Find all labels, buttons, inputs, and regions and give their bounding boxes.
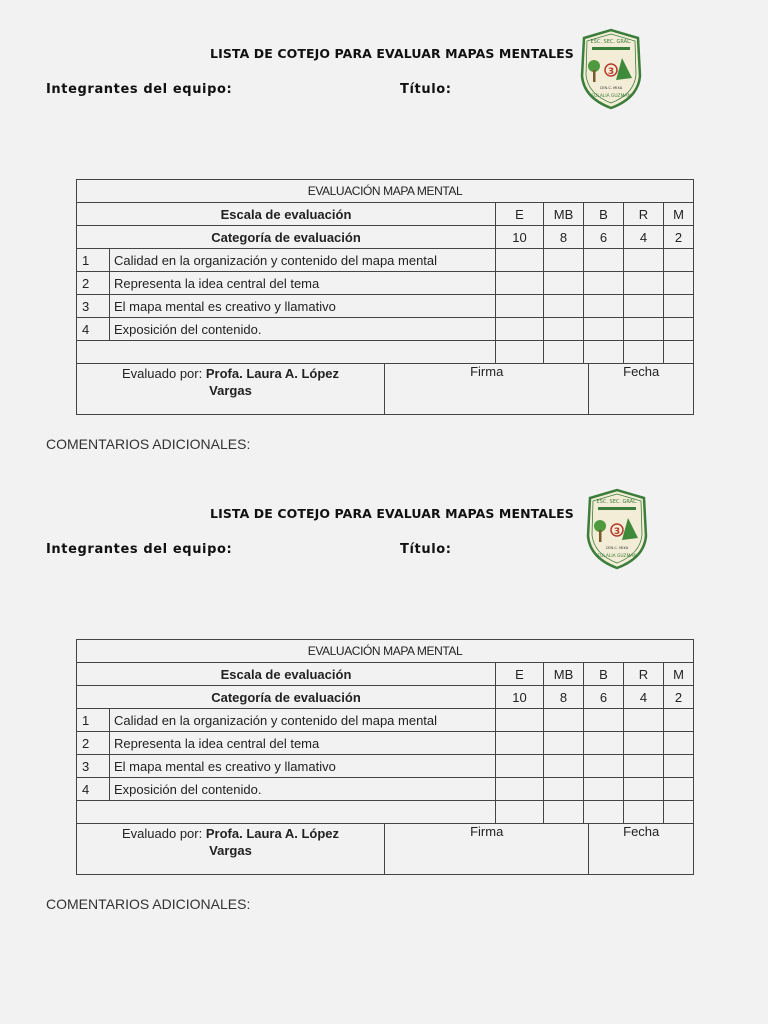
seal-bottom-text: EULALIA GUZMAN	[597, 554, 637, 559]
criterion-number: 3	[77, 295, 110, 318]
score-cell-mb[interactable]	[544, 249, 584, 272]
criterion-text: Calidad en la organización y contenido del mapa mental	[110, 709, 496, 732]
score-cell-e[interactable]	[496, 318, 544, 341]
total-cell[interactable]	[544, 341, 584, 364]
score-cell-mb[interactable]	[544, 272, 584, 295]
criterion-row	[77, 755, 694, 778]
scale-value: M	[664, 203, 694, 226]
criterion-text: Representa la idea central del tema	[110, 732, 496, 755]
scale-value: M	[664, 663, 694, 686]
score-cell-b[interactable]	[584, 709, 624, 732]
score-cell-m[interactable]	[664, 778, 694, 801]
score-cell-r[interactable]	[624, 272, 664, 295]
score-cell-b[interactable]	[584, 778, 624, 801]
evaluator-name: Profa. Laura A. López	[205, 826, 340, 841]
total-cell[interactable]	[496, 801, 544, 824]
category-value: 6	[584, 686, 624, 709]
criterion-text: El mapa mental es creativo y llamativo	[110, 295, 496, 318]
category-value: 2	[664, 226, 694, 249]
category-value: 6	[584, 226, 624, 249]
criterion-row	[77, 709, 694, 732]
criterion-text: Representa la idea central del tema	[110, 272, 496, 295]
evaluator-last-name: Vargas	[209, 383, 252, 398]
evaluated-by-cell	[77, 364, 385, 414]
score-cell-b[interactable]	[584, 732, 624, 755]
score-cell-b[interactable]	[584, 272, 624, 295]
scale-value: E	[496, 663, 544, 686]
score-cell-e[interactable]	[496, 249, 544, 272]
scale-value: E	[496, 203, 544, 226]
firma-label: Firma	[470, 364, 504, 379]
score-cell-r[interactable]	[624, 732, 664, 755]
evaluator-last-name: Vargas	[209, 843, 252, 858]
score-cell-m[interactable]	[664, 709, 694, 732]
fecha-label: Fecha	[623, 824, 660, 839]
scale-value: R	[624, 663, 664, 686]
criterion-number: 2	[77, 732, 110, 755]
category-value: 8	[544, 686, 584, 709]
evaluator-name: Profa. Laura A. López	[205, 366, 340, 381]
score-cell-m[interactable]	[664, 249, 694, 272]
total-cell[interactable]	[624, 801, 664, 824]
criterion-text: Exposición del contenido.	[110, 778, 496, 801]
total-row	[77, 801, 694, 824]
criterion-number: 2	[77, 272, 110, 295]
score-cell-r[interactable]	[624, 778, 664, 801]
score-cell-e[interactable]	[496, 295, 544, 318]
seal-sub-text: CEN.C. MIXA	[605, 546, 629, 550]
table-caption: EVALUACIÓN MAPA MENTAL	[77, 180, 694, 203]
criterion-number: 4	[77, 778, 110, 801]
score-cell-m[interactable]	[664, 318, 694, 341]
score-cell-mb[interactable]	[544, 709, 584, 732]
seal-number: 3	[607, 67, 615, 77]
total-row	[77, 341, 694, 364]
scale-value: R	[624, 203, 664, 226]
category-value: 8	[544, 226, 584, 249]
school-seal-logo	[584, 488, 650, 570]
criterion-row	[77, 778, 694, 801]
total-cell[interactable]	[664, 341, 694, 364]
score-cell-m[interactable]	[664, 272, 694, 295]
score-cell-mb[interactable]	[544, 778, 584, 801]
score-cell-e[interactable]	[496, 755, 544, 778]
criterion-row	[77, 272, 694, 295]
score-cell-mb[interactable]	[544, 732, 584, 755]
total-cell[interactable]	[496, 341, 544, 364]
score-cell-mb[interactable]	[544, 295, 584, 318]
category-row	[77, 686, 694, 709]
category-value: 2	[664, 686, 694, 709]
criterion-text: Exposición del contenido.	[110, 318, 496, 341]
criterion-number: 3	[77, 755, 110, 778]
evaluation-table	[76, 179, 694, 415]
criterion-text: El mapa mental es creativo y llamativo	[110, 755, 496, 778]
criterion-number: 1	[77, 249, 110, 272]
score-cell-m[interactable]	[664, 732, 694, 755]
score-cell-m[interactable]	[664, 295, 694, 318]
total-cell[interactable]	[544, 801, 584, 824]
score-cell-e[interactable]	[496, 709, 544, 732]
category-label: Categoría de evaluación	[77, 226, 496, 249]
evaluation-table	[76, 639, 694, 875]
fecha-label: Fecha	[623, 364, 660, 379]
date-field[interactable]	[589, 824, 693, 874]
signature-field[interactable]	[385, 364, 589, 414]
total-cell[interactable]	[584, 801, 624, 824]
criterion-text: Calidad en la organización y contenido del mapa mental	[110, 249, 496, 272]
category-row	[77, 226, 694, 249]
document-title: LISTA DE COTEJO PARA EVALUAR MAPAS MENTALES	[210, 506, 574, 521]
scale-label: Escala de evaluación	[77, 663, 496, 686]
total-label-cell	[77, 801, 496, 824]
firma-label: Firma	[470, 824, 504, 839]
document-title: LISTA DE COTEJO PARA EVALUAR MAPAS MENTALES	[210, 46, 574, 61]
score-cell-r[interactable]	[624, 709, 664, 732]
criterion-row	[77, 732, 694, 755]
score-cell-e[interactable]	[496, 778, 544, 801]
criterion-row	[77, 295, 694, 318]
score-cell-r[interactable]	[624, 318, 664, 341]
total-label-cell	[77, 341, 496, 364]
scale-value: B	[584, 203, 624, 226]
category-value: 4	[624, 226, 664, 249]
score-cell-e[interactable]	[496, 272, 544, 295]
team-members-label: Integrantes del equipo:	[46, 82, 233, 97]
score-cell-mb[interactable]	[544, 755, 584, 778]
title-label: Título:	[400, 82, 452, 97]
score-cell-b[interactable]	[584, 318, 624, 341]
score-cell-e[interactable]	[496, 732, 544, 755]
category-value: 10	[496, 686, 544, 709]
signature-row	[77, 364, 694, 415]
score-cell-b[interactable]	[584, 249, 624, 272]
category-value: 4	[624, 686, 664, 709]
score-cell-r[interactable]	[624, 295, 664, 318]
comments-label: COMENTARIOS ADICIONALES:	[46, 896, 251, 912]
criterion-row	[77, 318, 694, 341]
score-cell-m[interactable]	[664, 755, 694, 778]
total-cell[interactable]	[624, 341, 664, 364]
signature-row	[77, 824, 694, 875]
scale-row	[77, 203, 694, 226]
evaluated-by-prefix: Evaluado por:	[122, 366, 203, 381]
scale-label: Escala de evaluación	[77, 203, 496, 226]
school-seal-logo	[578, 28, 644, 110]
seal-top-text: ESC. SEC. GRAL.	[596, 499, 638, 505]
team-members-label: Integrantes del equipo:	[46, 542, 233, 557]
category-value: 10	[496, 226, 544, 249]
score-cell-b[interactable]	[584, 755, 624, 778]
signature-field[interactable]	[385, 824, 589, 874]
evaluated-by-prefix: Evaluado por:	[122, 826, 203, 841]
checklist-form-1	[0, 0, 768, 460]
seal-top-text: ESC. SEC. GRAL.	[590, 39, 632, 45]
criterion-row	[77, 249, 694, 272]
title-label: Título:	[400, 542, 452, 557]
total-cell[interactable]	[664, 801, 694, 824]
score-cell-r[interactable]	[624, 249, 664, 272]
score-cell-r[interactable]	[624, 755, 664, 778]
category-label: Categoría de evaluación	[77, 686, 496, 709]
total-cell[interactable]	[584, 341, 624, 364]
score-cell-b[interactable]	[584, 295, 624, 318]
seal-number: 3	[613, 527, 621, 537]
date-field[interactable]	[589, 364, 693, 414]
comments-label: COMENTARIOS ADICIONALES:	[46, 436, 251, 452]
table-caption: EVALUACIÓN MAPA MENTAL	[77, 640, 694, 663]
seal-bottom-text: EULALIA GUZMAN	[591, 94, 631, 99]
criterion-number: 1	[77, 709, 110, 732]
score-cell-mb[interactable]	[544, 318, 584, 341]
seal-sub-text: CEN.C. MIXA	[599, 86, 623, 90]
scale-value: MB	[544, 203, 584, 226]
criterion-number: 4	[77, 318, 110, 341]
evaluated-by-cell	[77, 824, 385, 874]
checklist-form-2	[0, 460, 768, 920]
scale-value: MB	[544, 663, 584, 686]
scale-value: B	[584, 663, 624, 686]
scale-row	[77, 663, 694, 686]
